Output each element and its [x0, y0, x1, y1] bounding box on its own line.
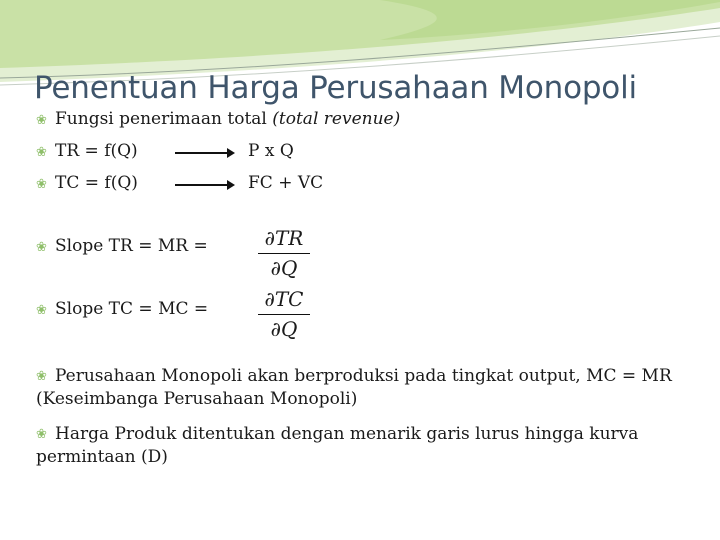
- arrow-right-icon: [175, 184, 233, 186]
- mc-line: [36, 299, 208, 321]
- tc-function: TC = f(Q): [55, 173, 138, 193]
- equilibrium-paragraph: [36, 364, 696, 411]
- tc-formula: FC + VC: [248, 173, 324, 193]
- revenue-text: Fungsi penerimaan total: [55, 109, 273, 129]
- tc-line: [36, 173, 138, 195]
- mc-label: Slope TC = MC =: [55, 299, 209, 319]
- fraction-bar: [258, 314, 310, 315]
- mr-line: [36, 236, 208, 258]
- mc-numerator: ∂TC: [264, 287, 304, 311]
- flower-bullet-icon: [36, 237, 55, 258]
- tr-function: TR = f(Q): [55, 141, 138, 161]
- mc-fraction: [256, 286, 312, 342]
- revenue-line: [36, 109, 400, 131]
- flower-bullet-icon: [36, 300, 55, 321]
- equilibrium-text: Perusahaan Monopoli akan berproduksi pada tingkat output, MC = MR (Keseimbanga Perusahaan Monopoli): [36, 366, 672, 409]
- flower-bullet-icon: [36, 110, 55, 131]
- flower-bullet-icon: [36, 142, 55, 163]
- tr-line: [36, 141, 138, 163]
- tr-formula: P x Q: [248, 141, 294, 161]
- fraction-bar: [258, 253, 310, 254]
- arrow-right-icon: [175, 152, 233, 154]
- flower-bullet-icon: [36, 365, 55, 388]
- revenue-italic-text: (total revenue): [272, 109, 401, 129]
- mr-label: Slope TR = MR =: [55, 236, 208, 256]
- mr-fraction: [256, 225, 312, 281]
- page-title: Penentuan Harga Perusahaan Monopoli: [34, 70, 637, 106]
- price-text: Harga Produk ditentukan dengan menarik garis lurus hingga kurva permintaan (D): [36, 424, 639, 467]
- mr-numerator: ∂TR: [264, 226, 304, 250]
- mc-denominator: ∂Q: [270, 317, 298, 341]
- price-paragraph: [36, 422, 696, 469]
- mr-denominator: ∂Q: [270, 256, 298, 280]
- flower-bullet-icon: [36, 174, 55, 195]
- flower-bullet-icon: [36, 423, 55, 446]
